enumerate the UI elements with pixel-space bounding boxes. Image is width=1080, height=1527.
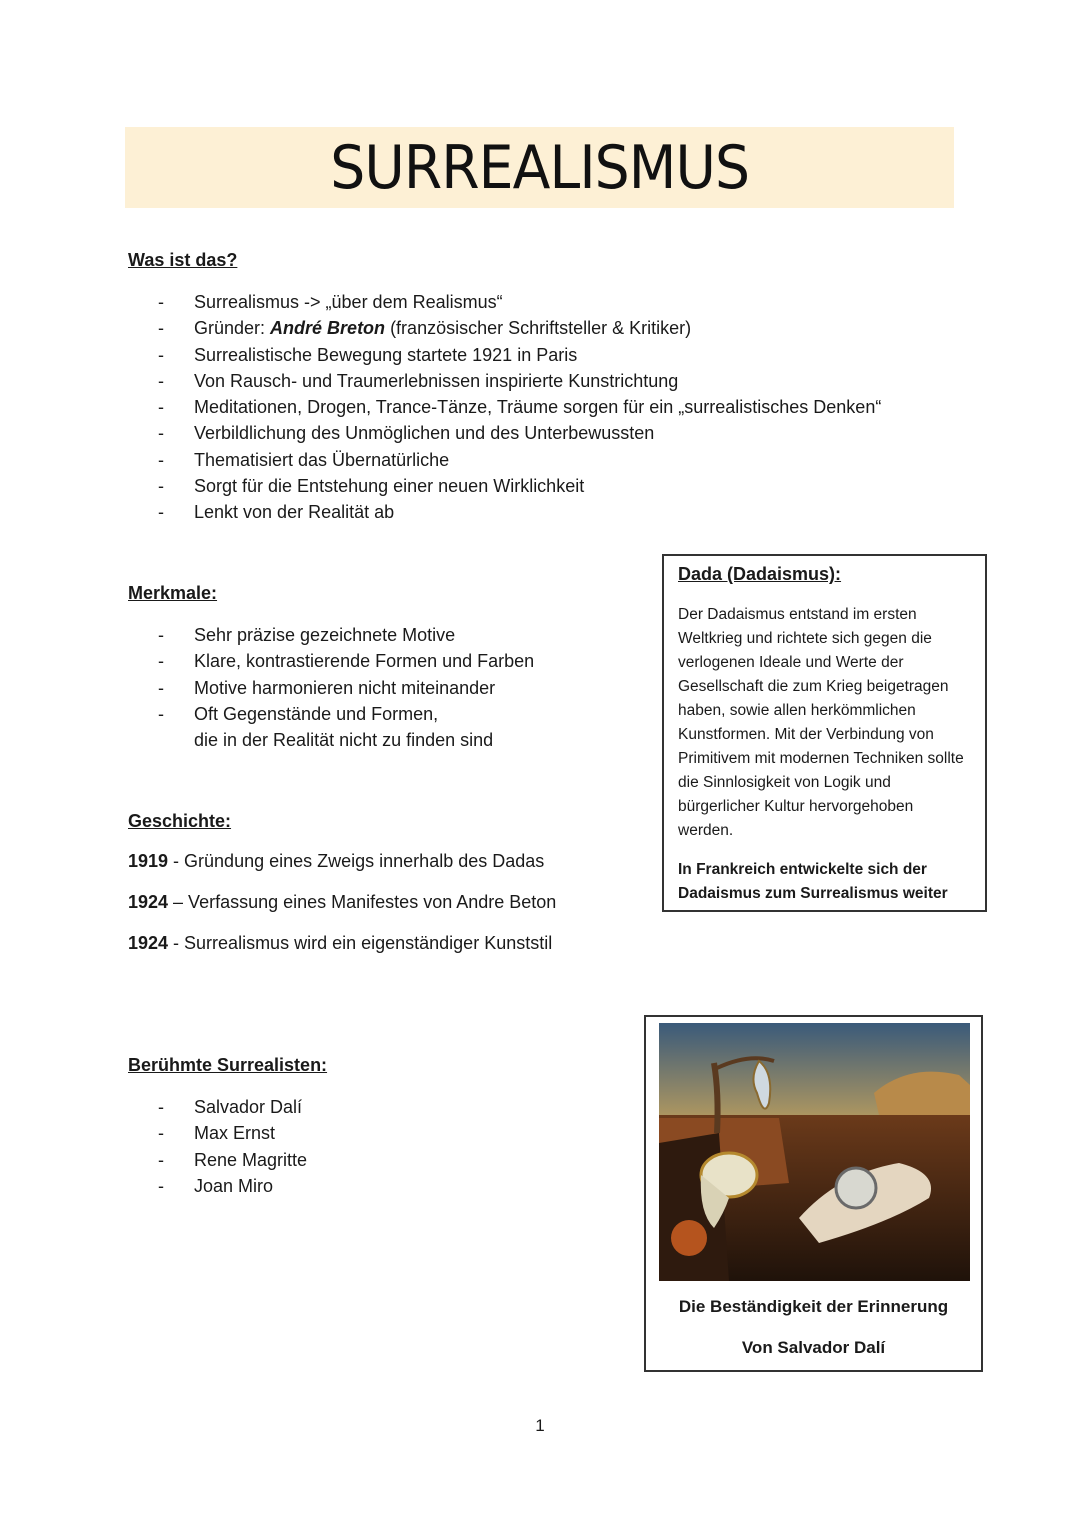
artwork-box [644,1015,983,1372]
list-item-continuation: die in der Realität nicht zu finden sind [194,730,494,751]
title-banner [125,127,954,208]
list-item: - Verbildlichung des Unmöglichen und des Unterbewussten [158,420,881,446]
founder-name: André Breton [270,318,386,339]
artists-list [158,1094,307,1199]
list-item: - Joan Miro [158,1173,307,1199]
list-item: - Thematisiert das Übernatürliche [158,447,881,473]
section-heading-features: Merkmale: [128,583,218,603]
list-item: - Salvador Dalí [158,1094,307,1120]
page-title: SURREALISMUS [330,132,749,203]
list-item: - Surrealismus -> „über dem Realismus“ [158,289,881,315]
list-item: - Von Rausch- und Traumerlebnissen inspirierte Kunstrichtung [158,368,881,394]
what-list [158,289,881,526]
list-item: - Gründer: André Breton (französischer Schriftsteller & Kritiker) [158,315,881,341]
list-item: - Sorgt für die Entstehung einer neuen Wirklichkeit [158,473,881,499]
dada-box-bold-text: In Frankreich entwickelte sich der Dadaismus zum Surrealismus weiter [678,861,948,902]
list-item: - Rene Magritte [158,1147,307,1173]
artwork-title: Die Beständigkeit der Erinnerung [678,1297,949,1316]
page-number: 1 [535,1416,545,1435]
history-year: 1924 [128,892,169,912]
painting-image [659,1023,970,1281]
dada-box-title: Dada (Dadaismus): [678,564,842,584]
list-item: - Lenkt von der Realität ab [158,499,881,525]
section-heading-artists: Berühmte Surrealisten: [128,1055,328,1075]
section-heading-what: Was ist das? [128,250,238,270]
list-item: - Max Ernst [158,1120,307,1146]
list-item: - Surrealistische Bewegung startete 1921 in Paris [158,342,881,368]
history-entry: 1924 – Verfassung eines Manifestes von Andre Beton [128,892,557,912]
history-year: 1924 [128,933,169,953]
features-list [158,622,534,753]
history-entry: 1924 - Surrealismus wird ein eigenständiger Kunststil [128,933,553,953]
history-year: 1919 [128,851,169,871]
dada-box-text: Der Dadaismus entstand im ersten Weltkrieg und richtete sich gegen die verlogenen Ideale und Werte der Gesellschaft die zum Krieg beigetragen haben, sowie allen herkömmlichen Kunstformen. Mit der Verbindung von Primitivem mit modernen Techniken sollte die Sinnlosigkeit von Logik und bürgerlicher Kultur hervorgehoben werden. [678,606,964,839]
history-entry: 1919 - Gründung eines Zweigs innerhalb des Dadas [128,851,545,871]
list-item: - Oft Gegenstände und Formen, [158,701,534,727]
list-item: - Motive harmonieren nicht miteinander [158,675,534,701]
list-item: - Klare, kontrastierende Formen und Farben [158,648,534,674]
section-heading-history: Geschichte: [128,811,232,831]
list-item: - Sehr präzise gezeichnete Motive [158,622,534,648]
list-item: - Meditationen, Drogen, Trance-Tänze, Träume sorgen für ein „surrealistisches Denken“ [158,394,881,420]
artwork-artist: Von Salvador Dalí [741,1338,886,1357]
dada-info-box [662,554,987,912]
